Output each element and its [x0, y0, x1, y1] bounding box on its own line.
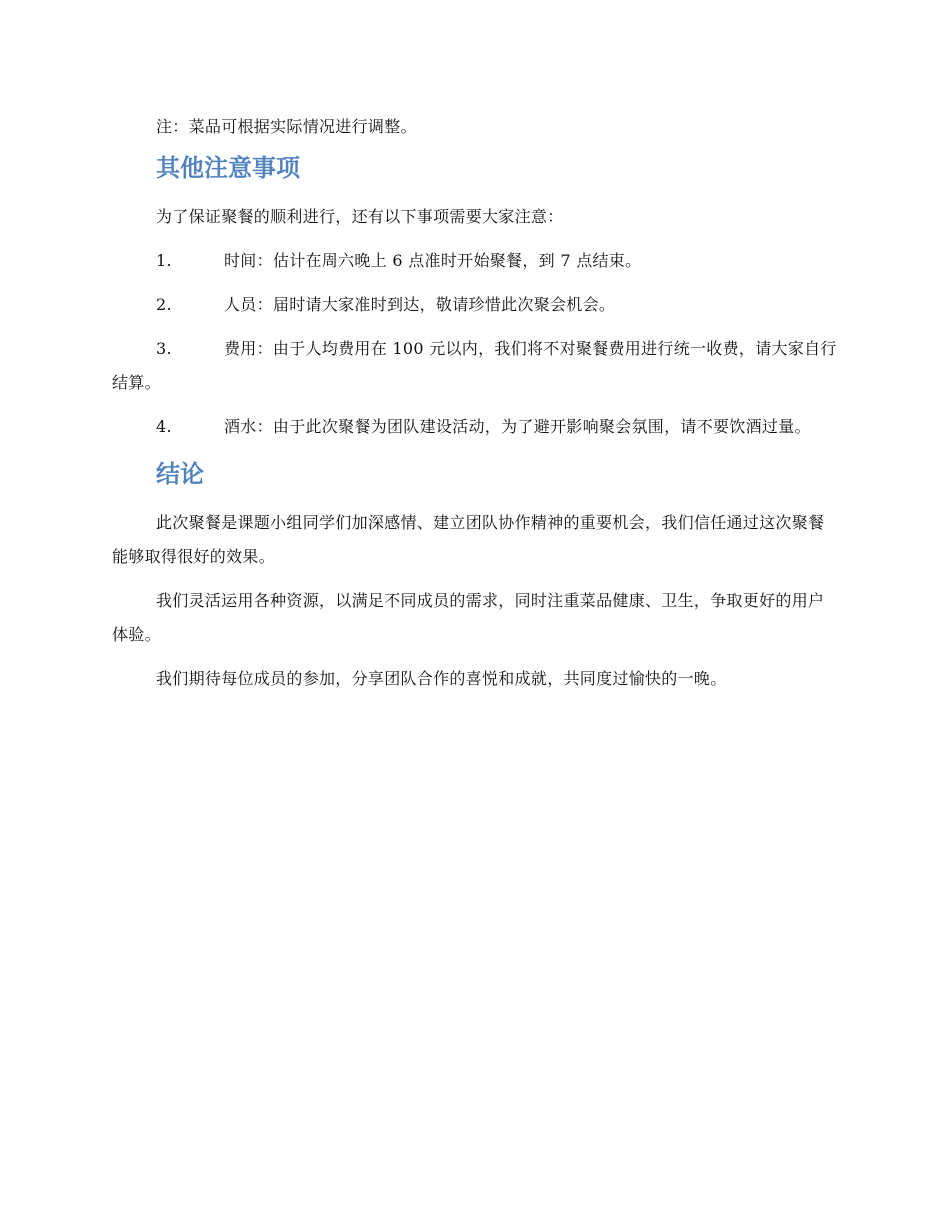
list-number: 2.: [156, 295, 172, 314]
conclusion-paragraph-3: 我们期待每位成员的参加，分享团队合作的喜悦和成就，共同度过愉快的一晚。: [156, 669, 727, 688]
list-text: 时间：估计在周六晚上 6 点准时开始聚餐，到 7 点结束。: [224, 251, 642, 270]
list-item-drinks: [112, 410, 838, 444]
list-text: 酒水：由于此次聚餐为团队建设活动，为了避开影响聚会氛围，请不要饮酒过量。: [224, 417, 811, 436]
list-number: 3.: [156, 339, 172, 358]
other-notes-intro: 为了保证聚餐的顺利进行，还有以下事项需要大家注意：: [156, 207, 564, 226]
list-number: 1.: [156, 251, 172, 270]
list-item-cost: [112, 332, 838, 400]
heading-other-notes: 其他注意事项: [156, 154, 300, 182]
list-item-people: [112, 288, 838, 322]
menu-note: 注：菜品可根据实际情况进行调整。: [156, 117, 417, 136]
list-text: 费用：由于人均费用在 100 元以内，我们将不对聚餐费用进行统一收费，请大家自行结算。: [112, 339, 837, 392]
list-text: 人员：届时请大家准时到达，敬请珍惜此次聚会机会。: [224, 295, 616, 314]
conclusion-paragraph-2: 我们灵活运用各种资源，以满足不同成员的需求，同时注重菜品健康、卫生，争取更好的用户体验。: [112, 591, 825, 644]
list-item-time: [112, 244, 838, 278]
list-number: 4.: [156, 417, 172, 436]
conclusion-paragraph-1: 此次聚餐是课题小组同学们加深感情、建立团队协作精神的重要机会，我们信任通过这次聚餐能够取得很好的效果。: [112, 513, 825, 566]
heading-conclusion: 结论: [156, 460, 204, 488]
